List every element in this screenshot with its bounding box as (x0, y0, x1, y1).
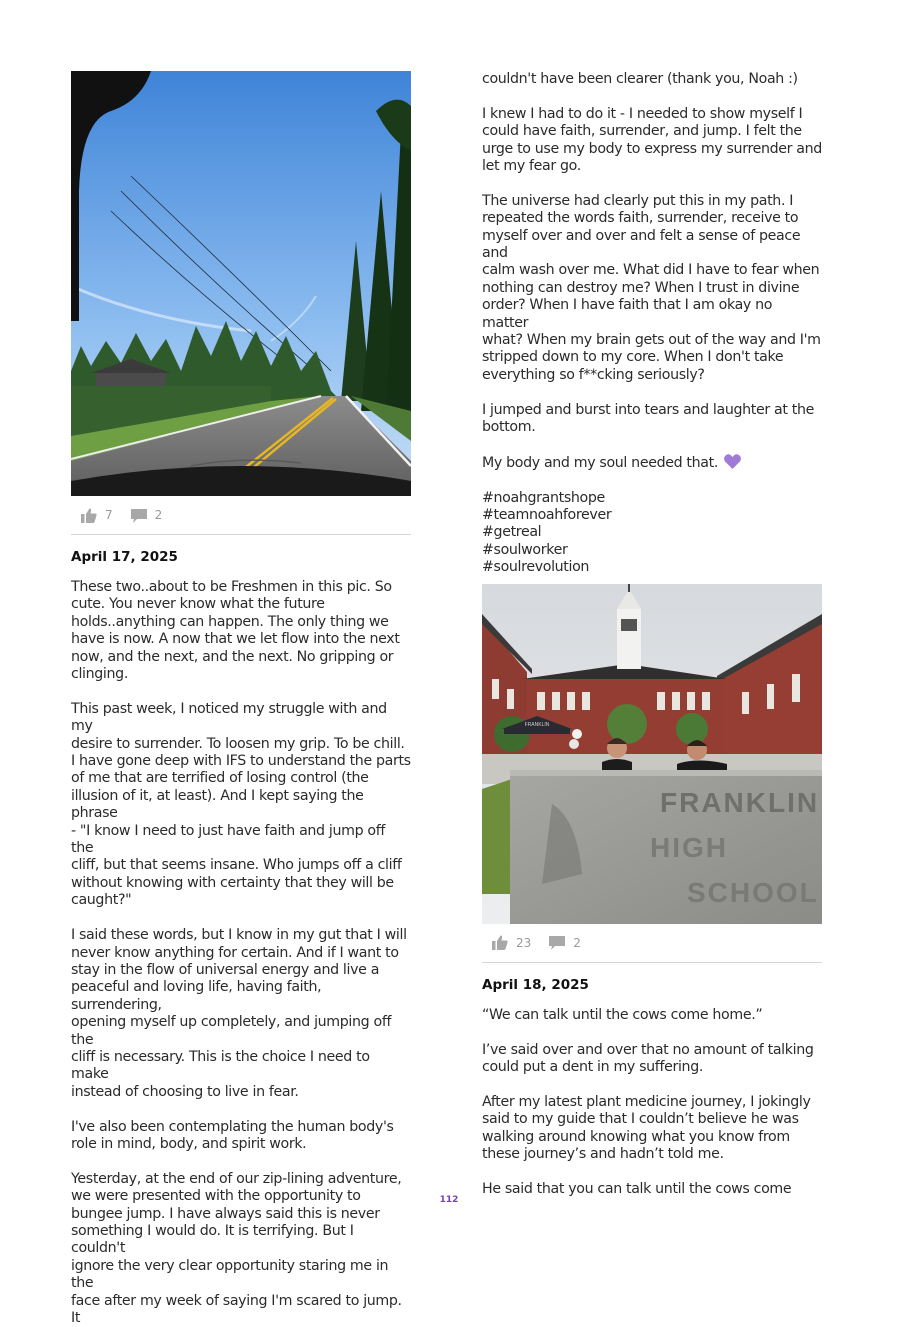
hashtags: #noahgrantshope #teamnoahforever #getreal #soulworker #soulrevolution (482, 489, 612, 576)
left-column (71, 71, 411, 1327)
sign-text-line-2: HIGH (650, 831, 728, 863)
like-count: 23 (516, 935, 532, 950)
closing-line-text: My body and my soul needed that. (482, 454, 719, 471)
comment-count: 2 (154, 508, 163, 522)
entry-paragraph: He said that you can talk until the cows come (482, 1180, 792, 1197)
thumbs-up-icon[interactable] (492, 935, 508, 950)
right-column (482, 71, 822, 1198)
thumbs-up-icon[interactable] (81, 508, 97, 523)
page-number: 112 (439, 1195, 459, 1205)
photo-2-reactions (482, 924, 822, 963)
continued-paragraph: The universe had clearly put this in my path. I repeated the words faith, surrender, receive to myself over and over and felt a sense of peace and calm wash over me. What did I have to fear when nothing can destroy me? When I trust in divine order? When I have faith that I am okay no matter what? When my brain gets out of the way and I'm stripped down to my core. When I don't take everything so f**cking seriously? (482, 192, 821, 383)
comment-icon[interactable] (131, 508, 147, 523)
entry-paragraph: I've also been contemplating the human body's role in mind, body, and spirit work. (71, 1118, 394, 1152)
entry-date: April 17, 2025 (71, 549, 178, 565)
continued-paragraph: I jumped and burst into tears and laughter at the bottom. (482, 401, 814, 436)
sign-text-line-1: FRANKLIN (660, 786, 820, 818)
entry-date: April 18, 2025 (482, 976, 589, 993)
school-photo-illustration (482, 584, 822, 924)
purple-heart-icon (724, 454, 741, 469)
entry-paragraph: These two..about to be Freshmen in this pic. So cute. You never know what the future holds..anything can happen. The only thing we have is now. A now that we let flow into the next now, and the next, and the next. No gripping or clinging. (71, 579, 400, 683)
comment-count: 2 (573, 935, 581, 950)
entry-paragraph: After my latest plant medicine journey, I jokingly said to my guide that I couldn’t believe he was walking around knowing what you know from these journey’s and hadn’t told me. (482, 1093, 811, 1162)
road-photo-illustration (71, 71, 411, 496)
tent-text: FRANKLIN (524, 721, 550, 728)
entry-paragraph: I said these words, but I know in my gut that I will never know anything for certain. And if I want to stay in the flow of universal energy and live a peaceful and loving life, having faith, surrendering, opening myself up completely, and jumping off the cliff is necessary. This is the choice I need to make instead of choosing to live in fear. (71, 927, 407, 1100)
entry-paragraph: “We can talk until the cows come home.” (482, 1006, 763, 1023)
comment-icon[interactable] (549, 935, 565, 950)
like-count: 7 (105, 508, 113, 522)
closing-line (482, 454, 822, 472)
road-photo (71, 71, 411, 496)
photo-1-reactions (71, 496, 411, 535)
school-photo (482, 584, 822, 924)
entry-paragraph: I’ve said over and over that no amount of talking could put a dent in my suffering. (482, 1041, 814, 1075)
entry-paragraph: Yesterday, at the end of our zip-lining adventure, we were presented with the opportunity to bungee jump. I have always said this is never something I would do. It is terrifying. But I couldn't ignore the very clear opportunity staring me in the face after my week of saying I'm scared to jump. It (71, 1170, 402, 1326)
continued-paragraph: I knew I had to do it - I needed to show myself I could have faith, surrender, and jump. I felt the urge to use my body to express my surrender and let my fear go. (482, 105, 822, 175)
entry-paragraph: This past week, I noticed my struggle with and my desire to surrender. To loosen my grip. To be chill. I have gone deep with IFS to understand the parts of me that are terrified of losing control (the illusion of it, at least). And I kept saying the phrase - "I know I need to just have faith and jump off the cliff, but that seems insane. Who jumps off a cliff without knowing with certainty that they will be caught?" (71, 700, 411, 909)
continued-paragraph: couldn't have been clearer (thank you, Noah :) (482, 71, 798, 87)
sign-text-line-3: SCHOOL (687, 876, 819, 908)
